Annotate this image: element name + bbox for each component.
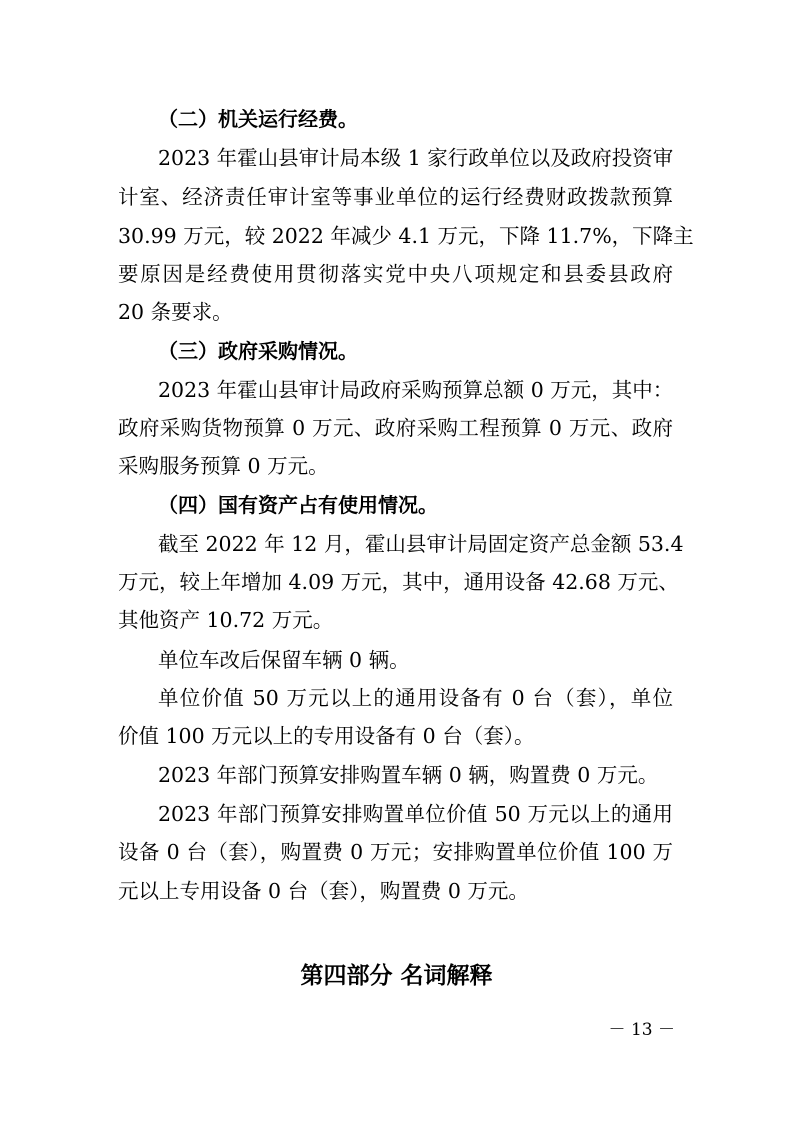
- paragraph-line: 要原因是经费使用贯彻落实党中央八项规定和县委县政府: [118, 262, 673, 286]
- paragraph-line: 单位价值 50 万元以上的通用设备有 0 台（套），单位: [158, 686, 673, 710]
- paragraph-line: 2023 年部门预算安排购置车辆 0 辆，购置费 0 万元。: [158, 763, 659, 787]
- page-number: － 13 －: [608, 1020, 675, 1040]
- paragraph-line: 单位车改后保留车辆 0 辆。: [158, 648, 410, 672]
- paragraph-line: 价值 100 万元以上的专用设备有 0 台（套）。: [118, 724, 535, 748]
- section-heading-state-assets: （四）国有资产占有使用情况。: [158, 493, 438, 517]
- paragraph-line: 截至 2022 年 12 月，霍山县审计局固定资产总金额 53.4: [158, 532, 684, 556]
- paragraph-line: 30.99 万元，较 2022 年减少 4.1 万元，下降 11.7%，下降主: [118, 224, 694, 248]
- paragraph-line: 设备 0 台（套），购置费 0 万元；安排购置单位价值 100 万: [118, 840, 673, 864]
- paragraph-line: 元以上专用设备 0 台（套），购置费 0 万元。: [118, 879, 529, 903]
- paragraph-line: 采购服务预算 0 万元。: [118, 454, 329, 478]
- section-heading-operating-expenses: （二）机关运行经费。: [158, 107, 358, 131]
- paragraph-line: 其他资产 10.72 万元。: [118, 608, 334, 632]
- paragraph-line: 20 条要求。: [118, 300, 233, 324]
- paragraph-line: 政府采购货物预算 0 万元、政府采购工程预算 0 万元、政府: [118, 416, 673, 440]
- paragraph-line: 2023 年霍山县审计局政府采购预算总额 0 万元，其中：: [158, 378, 674, 402]
- paragraph-line: 2023 年霍山县审计局本级 1 家行政单位以及政府投资审: [158, 146, 674, 170]
- paragraph-line: 计室、经济责任审计室等事业单位的运行经费财政拨款预算: [118, 185, 673, 209]
- paragraph-line: 2023 年部门预算安排购置单位价值 50 万元以上的通用: [158, 802, 673, 826]
- part-title: 第四部分 名词解释: [300, 963, 493, 989]
- paragraph-line: 万元，较上年增加 4.09 万元，其中，通用设备 42.68 万元、: [118, 570, 679, 594]
- section-heading-government-procurement: （三）政府采购情况。: [158, 339, 358, 363]
